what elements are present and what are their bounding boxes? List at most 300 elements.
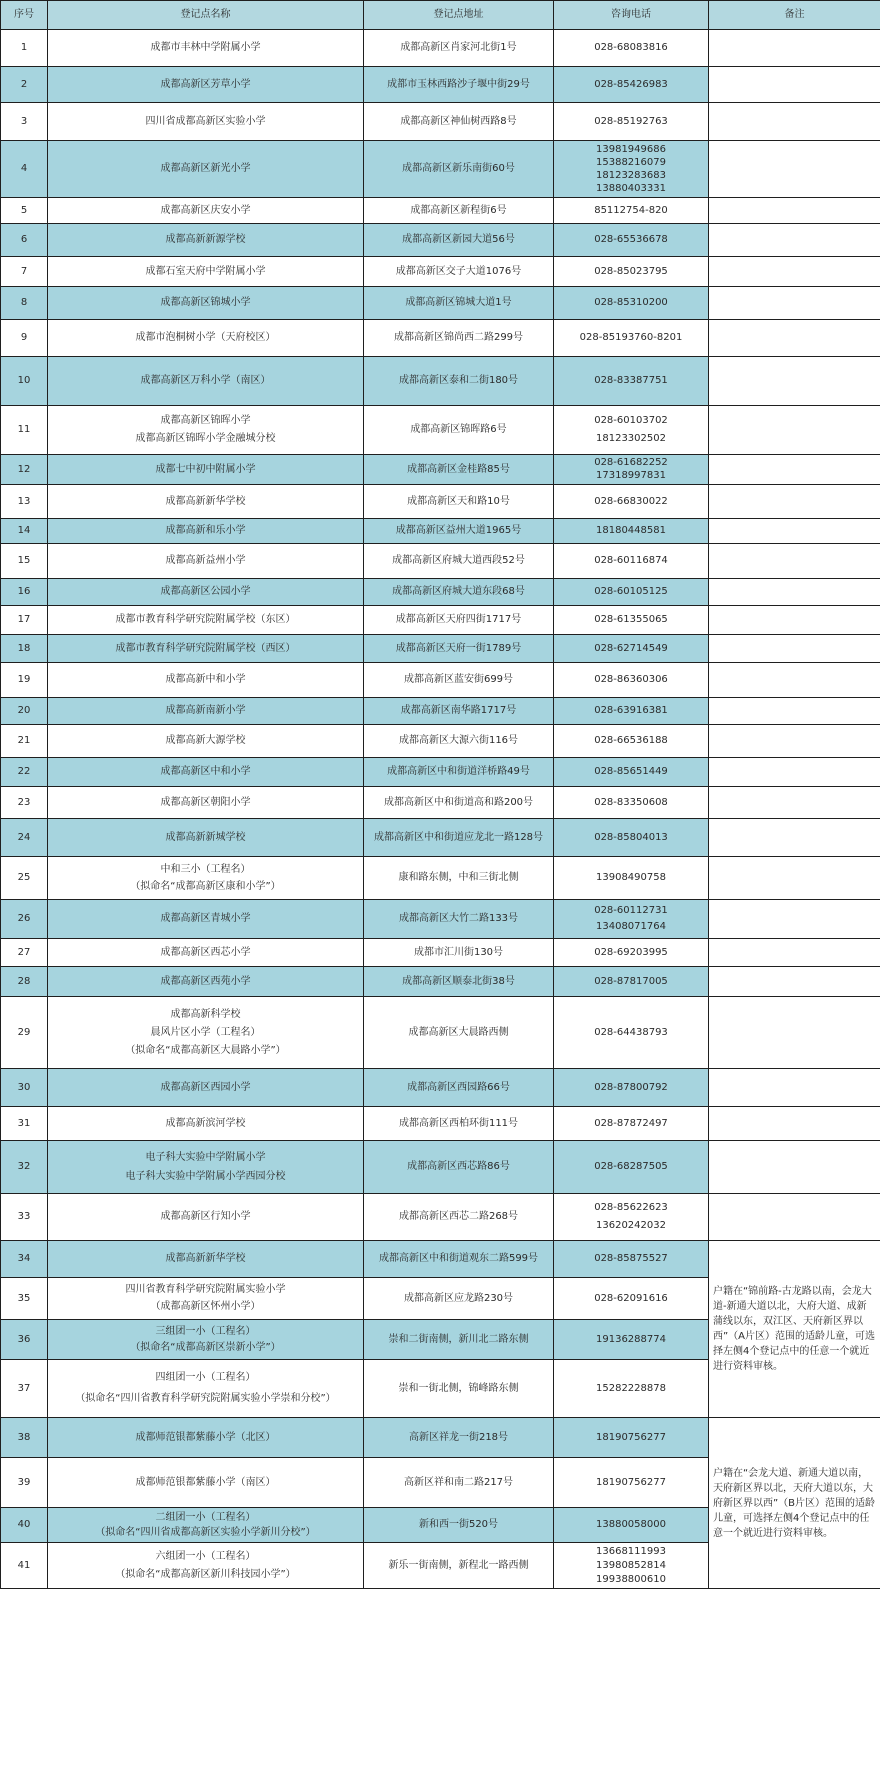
phone-number [554, 939, 709, 967]
table-row [1, 663, 880, 698]
row-number: 32 [1, 1141, 48, 1194]
remark-empty [709, 725, 880, 758]
school-name [48, 357, 364, 406]
phone-number [554, 141, 709, 198]
school-name [48, 67, 364, 103]
school-name-line: 成都高新区公园小学 [160, 586, 251, 597]
school-address [364, 819, 554, 857]
table-row [1, 198, 880, 224]
school-address [364, 287, 554, 320]
school-address-line: 成都高新区大竹二路133号 [398, 913, 519, 924]
school-name [48, 635, 364, 663]
row-number: 28 [1, 967, 48, 997]
school-name-line: 成都市教育科学研究院附属学校（东区） [115, 614, 296, 625]
school-address [364, 257, 554, 287]
remark-empty [709, 939, 880, 967]
phone-number-line: 15388216079 [596, 156, 666, 168]
school-address-line: 成都高新区交子大道1076号 [395, 265, 522, 277]
school-address [364, 1069, 554, 1107]
school-address [364, 1107, 554, 1141]
phone-number-line: 028-62714549 [594, 642, 668, 654]
phone-number-line: 028-85193760-8201 [579, 332, 683, 343]
school-address [364, 485, 554, 519]
phone-number-line: 028-68083816 [594, 42, 668, 53]
row-number: 20 [1, 698, 48, 725]
school-address [364, 1360, 554, 1418]
school-address-line: 崇和二街南侧，新川北二路东侧 [388, 1333, 529, 1345]
school-address [364, 357, 554, 406]
school-address [364, 198, 554, 224]
remark-empty [709, 257, 880, 287]
row-number: 13 [1, 485, 48, 519]
header-row [1, 1, 880, 30]
school-address [364, 857, 554, 900]
school-name [48, 287, 364, 320]
school-name-line: 成都高新南新小学 [165, 705, 246, 716]
school-address-line: 成都高新区益州大道1965号 [395, 525, 522, 536]
school-name-line: 成都高新大源学校 [165, 735, 246, 746]
school-name-line: 成都石室天府中学附属小学 [145, 265, 266, 277]
school-address-line: 成都高新区新乐南街60号 [402, 163, 515, 174]
school-address-line: 成都高新区西芯路86号 [407, 1161, 510, 1172]
remark-group-b: 户籍在“会龙大道、新通大道以南，天府新区界以北，天府大道以东，大府新区界以西”（B片区）范围的适龄儿童，可选择左侧4个登记点中的任意一个就近进行资料审核。 [709, 1418, 880, 1589]
remark-empty [709, 900, 880, 939]
row-number: 3 [1, 103, 48, 141]
school-address-line: 高新区祥和南二路217号 [403, 1476, 514, 1488]
school-name-line: 成都高新区朝阳小学 [160, 796, 251, 808]
phone-number [554, 857, 709, 900]
row-number: 16 [1, 579, 48, 606]
row-number: 9 [1, 320, 48, 357]
table-row [1, 257, 880, 287]
row-number: 23 [1, 787, 48, 819]
school-name-line: （成都高新区怀州小学） [150, 1301, 261, 1312]
phone-number [554, 1320, 709, 1360]
phone-number-line: 028-85651449 [594, 766, 668, 777]
table-row [1, 579, 880, 606]
phone-number-line: 028-87817005 [594, 975, 668, 987]
school-name-line: 成都高新区西园小学 [160, 1081, 251, 1093]
remark-empty [709, 997, 880, 1069]
school-address-line: 成都高新区南华路1717号 [400, 705, 517, 716]
table-row [1, 519, 880, 544]
school-address-line: 康和路东侧，中和三街北侧 [398, 872, 519, 883]
table-row [1, 1069, 880, 1107]
row-number: 10 [1, 357, 48, 406]
school-name-line: 晨风片区小学（工程名） [150, 1026, 261, 1038]
phone-number-line: 028-85426983 [594, 78, 668, 90]
table-row [1, 30, 880, 67]
phone-number-line: 13880403331 [596, 182, 666, 194]
school-name [48, 103, 364, 141]
remark-empty [709, 606, 880, 635]
phone-number-line: 19938800610 [596, 1573, 666, 1585]
phone-number-line: 028-61355065 [594, 614, 668, 625]
school-name-line: 成都高新区新光小学 [160, 163, 251, 174]
school-address [364, 1508, 554, 1543]
school-name-line: （拟命名“四川省成都高新区实验小学新川分校”） [95, 1526, 316, 1538]
school-name [48, 224, 364, 257]
school-address-line: 成都高新区中和街道观东二路599号 [378, 1253, 539, 1264]
school-name-line: （拟命名“成都高新区崇新小学”） [130, 1341, 281, 1353]
phone-number-line: 028-62091616 [594, 1292, 668, 1304]
row-number: 34 [1, 1241, 48, 1278]
phone-number-line: 028-65536678 [594, 234, 668, 245]
phone-number-line: 028-61682252 [594, 457, 668, 468]
phone-number-line: 18190756277 [596, 1431, 666, 1443]
table-row [1, 1241, 880, 1278]
row-number: 18 [1, 635, 48, 663]
school-name [48, 1458, 364, 1508]
row-number: 2 [1, 67, 48, 103]
table-row [1, 857, 880, 900]
table-row [1, 406, 880, 455]
school-name-line: 成都高新区青城小学 [160, 913, 251, 924]
phone-number [554, 698, 709, 725]
school-address [364, 1320, 554, 1360]
remark-empty [709, 198, 880, 224]
table-row [1, 1107, 880, 1141]
school-name-line: 成都高新科学校 [170, 1008, 241, 1020]
phone-number-line: 13620242032 [596, 1220, 666, 1231]
school-address [364, 579, 554, 606]
phone-number [554, 819, 709, 857]
school-address [364, 67, 554, 103]
school-address-line: 成都高新区锦晖路6号 [410, 424, 507, 435]
school-name [48, 758, 364, 787]
remark-empty [709, 224, 880, 257]
table-row [1, 819, 880, 857]
remark-empty [709, 758, 880, 787]
row-number: 17 [1, 606, 48, 635]
school-address-line: 成都高新区新程街6号 [410, 204, 507, 216]
phone-number-line: 18180448581 [596, 525, 666, 536]
school-address-line: 成都高新区泰和二街180号 [398, 375, 519, 386]
school-name [48, 141, 364, 198]
school-name [48, 320, 364, 357]
school-address [364, 519, 554, 544]
table-row [1, 967, 880, 997]
phone-number [554, 663, 709, 698]
phone-number [554, 67, 709, 103]
school-address [364, 606, 554, 635]
phone-number [554, 320, 709, 357]
school-name [48, 1069, 364, 1107]
school-name-line: 成都高新滨河学校 [165, 1117, 246, 1129]
phone-number-line: 028-85875527 [594, 1253, 668, 1264]
row-number: 7 [1, 257, 48, 287]
row-number: 5 [1, 198, 48, 224]
school-name [48, 257, 364, 287]
phone-number [554, 1418, 709, 1458]
school-address [364, 30, 554, 67]
remark-empty [709, 103, 880, 141]
row-number: 27 [1, 939, 48, 967]
phone-number [554, 1241, 709, 1278]
school-name [48, 819, 364, 857]
phone-number-line: 028-60103702 [594, 415, 668, 426]
row-number: 29 [1, 997, 48, 1069]
phone-number-line: 028-83350608 [594, 796, 668, 808]
remark-empty [709, 1107, 880, 1141]
phone-number-line: 028-63916381 [594, 705, 668, 716]
school-address-line: 成都高新区天府一街1789号 [395, 642, 522, 654]
school-name [48, 1107, 364, 1141]
school-name-line: 成都高新和乐小学 [165, 525, 246, 536]
remark-empty [709, 787, 880, 819]
phone-number [554, 406, 709, 455]
school-address [364, 635, 554, 663]
row-number: 14 [1, 519, 48, 544]
school-name-line: 成都市丰林中学附属小学 [150, 42, 261, 53]
table-row [1, 939, 880, 967]
school-address-line: 成都高新区大源六街116号 [398, 735, 519, 746]
school-name [48, 1241, 364, 1278]
school-address-line: 新乐一街南侧，新程北一路西侧 [388, 1559, 529, 1571]
remark-empty [709, 1141, 880, 1194]
school-address-line: 成都高新区府城大道西段52号 [392, 555, 525, 566]
school-name-line: 成都高新区芳草小学 [160, 78, 251, 90]
school-name-line: 电子科大实验中学附属小学 [145, 1151, 266, 1163]
phone-number [554, 357, 709, 406]
header-address: 登记点地址 [364, 1, 554, 30]
school-address [364, 997, 554, 1069]
table-row [1, 787, 880, 819]
phone-number-line: 028-83387751 [594, 375, 668, 386]
table-row [1, 758, 880, 787]
phone-number-line: 028-85804013 [594, 831, 668, 843]
table-row [1, 287, 880, 320]
remark-empty [709, 455, 880, 485]
row-number: 33 [1, 1194, 48, 1241]
school-address-line: 成都高新区锦尚西二路299号 [393, 332, 524, 343]
school-address-line: 成都高新区府城大道东段68号 [392, 586, 525, 597]
school-name [48, 406, 364, 455]
phone-number-line: 17318997831 [596, 470, 666, 481]
school-name-line: 成都市教育科学研究院附属学校（西区） [115, 642, 296, 654]
phone-number [554, 30, 709, 67]
phone-number-line: 028-85023795 [594, 265, 668, 277]
school-name-line: 成都高新区万科小学（南区） [140, 375, 271, 386]
row-number: 22 [1, 758, 48, 787]
school-name-line: 成都师范银都紫藤小学（南区） [135, 1476, 276, 1488]
phone-number-line: 028-87800792 [594, 1081, 668, 1093]
school-name [48, 606, 364, 635]
phone-number [554, 1543, 709, 1589]
phone-number [554, 1069, 709, 1107]
school-name-line: 四川省教育科学研究院附属实验小学 [125, 1284, 286, 1295]
school-name-line: 成都市泡桐树小学（天府校区） [135, 332, 276, 343]
school-name-line: （拟命名“成都高新区新川科技园小学”） [115, 1568, 296, 1580]
phone-number [554, 579, 709, 606]
row-number: 11 [1, 406, 48, 455]
table-row [1, 485, 880, 519]
school-name [48, 698, 364, 725]
school-address-line: 成都高新区顺泰北街38号 [402, 975, 515, 987]
row-number: 25 [1, 857, 48, 900]
school-name [48, 1508, 364, 1543]
remark-empty [709, 967, 880, 997]
phone-number-line: 028-87872497 [594, 1117, 668, 1129]
school-name [48, 485, 364, 519]
school-name-line: 六组团一小（工程名） [155, 1550, 256, 1562]
school-name [48, 967, 364, 997]
phone-number [554, 725, 709, 758]
remark-empty [709, 698, 880, 725]
school-address-line: 高新区祥龙一街218号 [408, 1431, 509, 1443]
remark-empty [709, 635, 880, 663]
remark-empty [709, 857, 880, 900]
school-address-line: 成都市玉林西路沙子堰中街29号 [387, 78, 530, 90]
school-address [364, 141, 554, 198]
phone-number [554, 455, 709, 485]
phone-number-line: 028-85622623 [594, 1202, 668, 1213]
phone-number [554, 1194, 709, 1241]
school-name-line: 成都高新区锦晖小学 [160, 415, 251, 426]
school-address [364, 967, 554, 997]
table-row [1, 1194, 880, 1241]
school-address [364, 103, 554, 141]
school-address [364, 758, 554, 787]
school-name [48, 1278, 364, 1320]
school-address-line: 新和西一街520号 [418, 1519, 499, 1530]
school-address-line: 成都高新区金桂路85号 [407, 463, 510, 475]
phone-number-line: 028-64438793 [594, 1026, 668, 1038]
remark-empty [709, 485, 880, 519]
school-address [364, 1194, 554, 1241]
school-address-line: 崇和一街北侧，锦峰路东侧 [398, 1382, 519, 1394]
phone-number-line: 028-66536188 [594, 735, 668, 746]
phone-number-line: 15282228878 [596, 1382, 666, 1394]
remark-empty [709, 819, 880, 857]
header-name: 登记点名称 [48, 1, 364, 30]
header-phone: 咨询电话 [554, 1, 709, 30]
school-address-line: 成都高新区锦城大道1号 [405, 297, 512, 308]
table-row [1, 1418, 880, 1458]
remark-empty [709, 141, 880, 198]
school-address-line: 成都高新区应龙路230号 [403, 1292, 514, 1304]
school-name-line: 成都高新新城学校 [165, 831, 246, 843]
phone-number [554, 758, 709, 787]
row-number: 30 [1, 1069, 48, 1107]
table-row [1, 67, 880, 103]
phone-number-line: 85112754-820 [594, 204, 668, 216]
school-address-line: 成都高新区天和路10号 [407, 495, 510, 507]
school-name-line: 成都师范银都紫藤小学（北区） [135, 1431, 276, 1443]
school-address [364, 698, 554, 725]
school-name-line: 成都高新区庆安小学 [160, 204, 251, 216]
row-number: 6 [1, 224, 48, 257]
school-name-line: 三组团一小（工程名） [155, 1325, 256, 1337]
table-row [1, 455, 880, 485]
school-address-line: 成都市汇川街130号 [413, 946, 504, 958]
school-address [364, 663, 554, 698]
table-row [1, 1141, 880, 1194]
row-number: 38 [1, 1418, 48, 1458]
row-number: 39 [1, 1458, 48, 1508]
phone-number-line: 028-66830022 [594, 495, 668, 507]
school-address-line: 成都高新区天府四街1717号 [395, 614, 522, 625]
school-address-line: 成都高新区西芯二路268号 [398, 1211, 519, 1222]
phone-number [554, 224, 709, 257]
school-name [48, 455, 364, 485]
school-address [364, 320, 554, 357]
school-name [48, 1418, 364, 1458]
school-name [48, 1543, 364, 1589]
remark-empty [709, 544, 880, 579]
school-address-line: 成都高新区西柏环街111号 [398, 1117, 519, 1129]
phone-number-line: 028-68287505 [594, 1161, 668, 1172]
remark-empty [709, 663, 880, 698]
school-address [364, 1241, 554, 1278]
header-no: 序号 [1, 1, 48, 30]
table-row [1, 103, 880, 141]
school-name-line: 成都高新区锦城小学 [160, 297, 251, 308]
row-number: 1 [1, 30, 48, 67]
school-address [364, 1141, 554, 1194]
phone-number-line: 028-85192763 [594, 115, 668, 127]
table-row [1, 141, 880, 198]
school-address [364, 1543, 554, 1589]
row-number: 19 [1, 663, 48, 698]
table-row [1, 544, 880, 579]
school-name [48, 725, 364, 758]
school-name [48, 1194, 364, 1241]
table-row [1, 635, 880, 663]
table-row [1, 320, 880, 357]
school-name-line: 四组团一小（工程名） [155, 1372, 256, 1383]
school-name-line: 成都高新区锦晖小学金融城分校 [135, 433, 276, 444]
phone-number [554, 287, 709, 320]
school-name [48, 857, 364, 900]
phone-number [554, 519, 709, 544]
school-address [364, 406, 554, 455]
school-name-line: 成都高新区西芯小学 [160, 946, 251, 958]
school-name [48, 1141, 364, 1194]
table-row [1, 224, 880, 257]
phone-number-line: 18123283683 [596, 169, 666, 181]
table-row [1, 606, 880, 635]
phone-number [554, 606, 709, 635]
row-number: 26 [1, 900, 48, 939]
school-name-line: 成都高新区中和小学 [160, 766, 251, 777]
phone-number [554, 198, 709, 224]
phone-number-line: 18123302502 [596, 433, 666, 444]
row-number: 40 [1, 1508, 48, 1543]
phone-number [554, 1508, 709, 1543]
school-name [48, 663, 364, 698]
school-address-line: 成都高新区中和街道洋桥路49号 [387, 766, 530, 777]
row-number: 4 [1, 141, 48, 198]
school-address-line: 成都高新区新园大道56号 [402, 234, 515, 245]
school-name [48, 30, 364, 67]
phone-number-line: 028-69203995 [594, 946, 668, 958]
school-address [364, 1278, 554, 1320]
school-name [48, 1320, 364, 1360]
phone-number [554, 544, 709, 579]
school-name-line: 成都高新新华学校 [165, 495, 246, 507]
remark-empty [709, 519, 880, 544]
phone-number [554, 1278, 709, 1320]
phone-number [554, 900, 709, 939]
table-row [1, 725, 880, 758]
remark-empty [709, 406, 880, 455]
header-remark: 备注 [709, 1, 880, 30]
phone-number-line: 18190756277 [596, 1476, 666, 1488]
school-address-line: 成都高新区肖家河北街1号 [400, 42, 517, 53]
phone-number-line: 13908490758 [596, 872, 666, 883]
school-name-line: （拟命名“成都高新区康和小学”） [130, 880, 281, 892]
